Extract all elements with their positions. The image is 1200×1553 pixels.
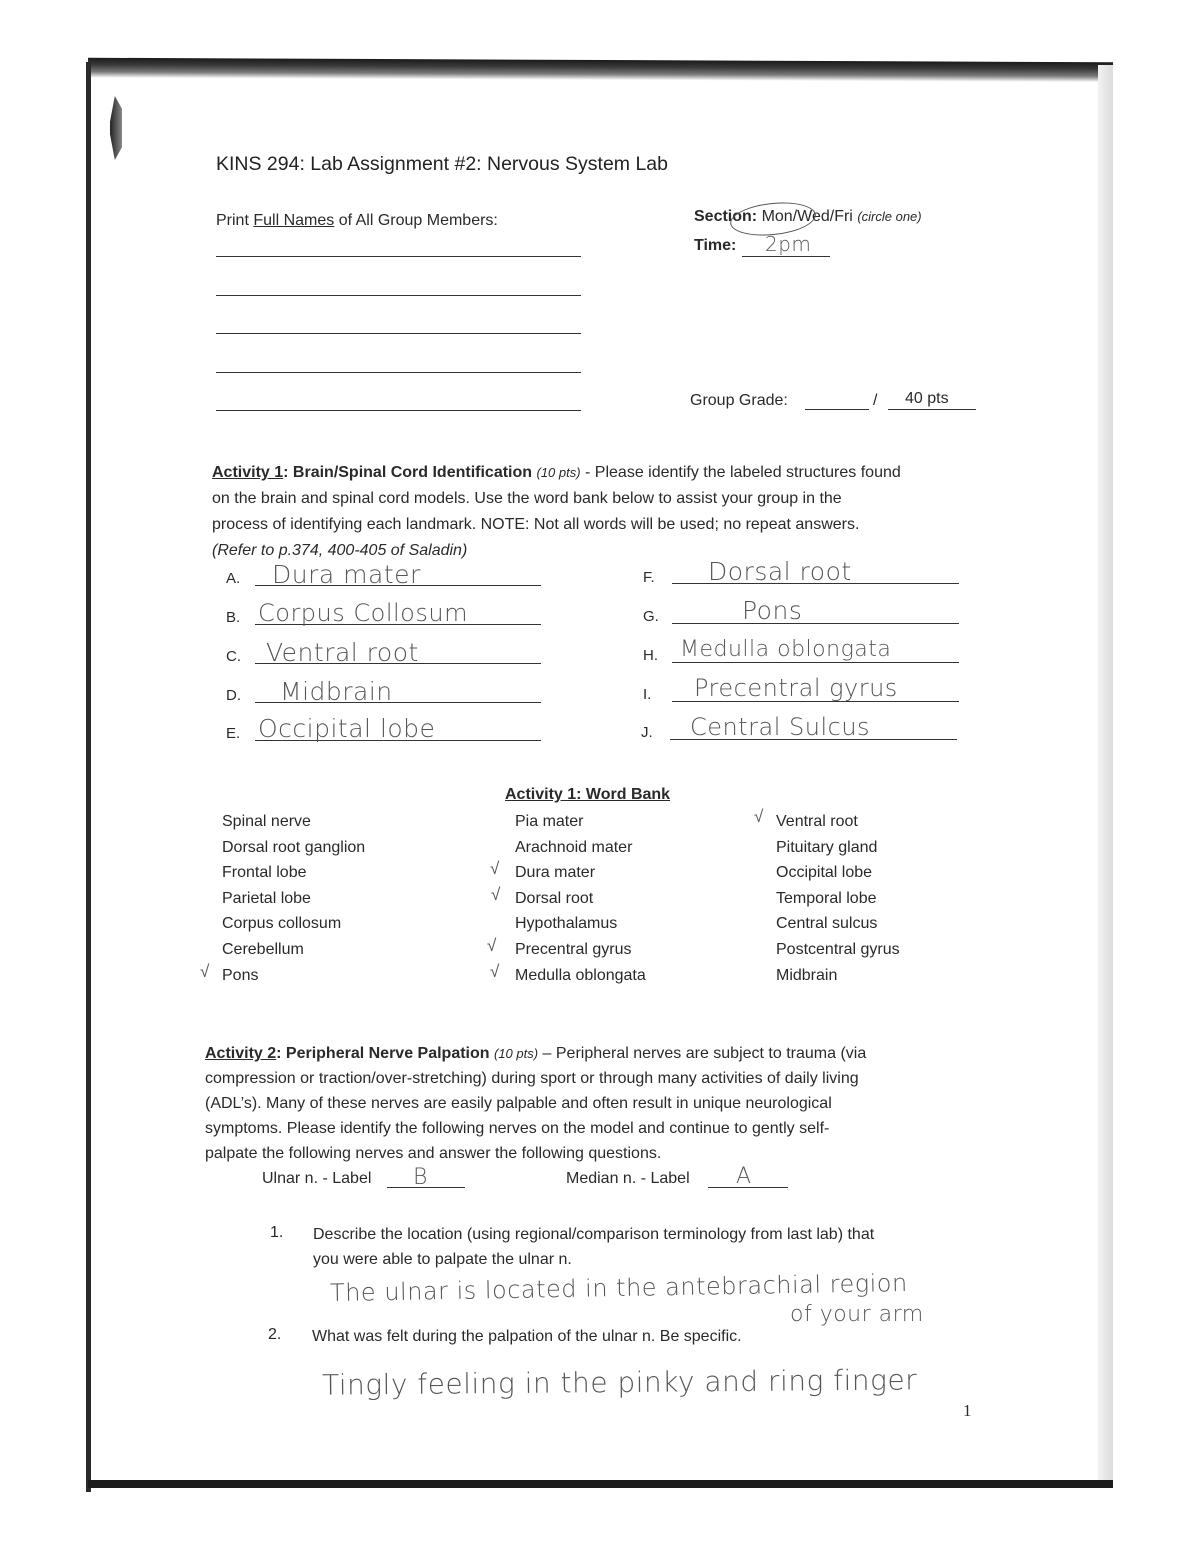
word-bank-item: Medulla oblongata [515,966,646,984]
word-bank-item: Frontal lobe [222,864,307,882]
answer-j-letter: J. [641,724,653,741]
word-bank-item: Cerebellum [222,940,304,958]
grade-slash: / [873,392,878,409]
name-line-1[interactable] [216,256,581,257]
word-bank-title: Activity 1: Word Bank [505,786,671,803]
answer-j[interactable]: Central Sulcus [690,713,871,741]
activity2-intro-line3: (ADL’s). Many of these nerves are easily palpable and often result in unique neurological [205,1095,832,1112]
median-value[interactable]: A [736,1164,752,1189]
activity1-reference: (Refer to p.374, 400-405 of Saladin) [212,542,468,559]
check-mark-icon: √ [487,936,497,955]
q1-line2: you were able to palpate the ulnar n. [313,1251,572,1268]
median-label: Median n. - Label [566,1170,690,1187]
answer-a[interactable]: Dura mater [272,560,421,589]
grade-total-line [888,409,976,410]
word-bank-item: Corpus collosum [222,915,342,933]
activity2-intro-line5: palpate the following nerves and answer the following questions. [205,1145,662,1162]
page-title: KINS 294: Lab Assignment #2: Nervous System Lab [216,153,668,175]
section-options: Mon/Wed/Fri [761,208,853,225]
answer-g-letter: G. [643,608,659,625]
grade-label: Group Grade: [690,392,788,409]
activity2-intro-line2: compression or traction/over-stretching) during sport or through many activities of daily living [205,1070,859,1087]
time-value[interactable]: 2pm [765,232,812,256]
activity1-points: (10 pts) [536,465,581,480]
activity2-heading-rest: : Peripheral Nerve Palpation [276,1045,490,1062]
q1-answer-line1[interactable]: The ulnar is located in the antebrachial region [329,1268,908,1308]
time-label: Time: [694,237,737,254]
answer-i[interactable]: Precentral gyrus [694,674,898,702]
answer-b-letter: B. [226,609,241,626]
answer-f[interactable]: Dorsal root [708,557,852,586]
word-bank-column-1 [222,809,365,988]
answer-i-letter: I. [643,686,652,703]
answer-a-letter: A. [226,570,241,587]
check-mark-icon: √ [200,962,210,981]
scan-bottom-edge [88,1480,1113,1488]
word-bank-item: Parietal lobe [222,889,311,907]
names-prompt [216,212,498,230]
activity1-heading [212,460,901,485]
names-prompt-suffix: of All Group Members: [334,212,498,229]
name-line-2[interactable] [216,295,581,296]
section-note: (circle one) [857,209,922,224]
answer-g[interactable]: Pons [742,596,803,625]
word-bank-item: Dorsal root ganglion [222,838,366,856]
answer-h-line [672,662,959,663]
q1-number: 1. [270,1224,284,1241]
word-bank-item: Arachnoid mater [515,838,633,856]
activity2-heading-underlined: Activity 2 [205,1045,277,1062]
activity1-heading-underlined: Activity 1 [212,464,284,481]
activity1-heading-rest: : Brain/Spinal Cord Identification [283,464,533,481]
check-mark-icon: √ [490,962,500,981]
answer-f-letter: F. [643,569,655,586]
ulnar-label: Ulnar n. - Label [262,1170,372,1187]
word-bank-item: Pituitary gland [776,838,878,856]
word-bank-item: Spinal nerve [222,813,311,830]
time-line [742,256,830,257]
q2-number: 2. [268,1326,282,1343]
names-prompt-underlined: Full Names [253,212,335,229]
word-bank-item: Central sulcus [776,915,878,933]
activity1-instructions-line2: on the brain and spinal cord models. Use the word bank below to assist your group in the [212,490,842,507]
activity2-heading [205,1041,866,1066]
answer-c[interactable]: Ventral root [266,638,419,667]
answer-d[interactable]: Midbrain [280,677,393,706]
page-number: 1 [963,1401,972,1420]
names-prompt-prefix: Print [216,212,254,229]
word-bank-item: Temporal lobe [776,889,877,907]
check-mark-icon: √ [754,807,764,826]
answer-b[interactable]: Corpus Collosum [258,599,468,627]
answer-g-line [672,623,959,624]
word-bank-item: Postcentral gyrus [776,940,900,958]
scan-right-edge [1098,65,1113,1485]
answer-e-letter: E. [226,725,241,742]
name-line-4[interactable] [216,372,581,373]
word-bank-item: Occipital lobe [776,864,873,882]
q1-line1: Describe the location (using regional/comparison terminology from last lab) that [313,1226,875,1243]
activity2-points: (10 pts) [494,1046,539,1061]
activity2-intro-line4: symptoms. Please identify the following nerves on the model and continue to gently self- [205,1120,830,1137]
answer-c-letter: C. [226,648,241,665]
word-bank-column-3 [776,809,900,988]
name-line-3[interactable] [216,333,581,334]
word-bank-column-2 [515,809,646,988]
answer-e[interactable]: Occipital lobe [258,714,436,743]
word-bank-item: Pia mater [515,813,584,830]
answer-h[interactable]: Medulla oblongata [680,637,892,662]
q2-answer[interactable]: Tingly feeling in the pinky and ring finger [321,1363,918,1402]
q2-text: What was felt during the palpation of the ulnar n. Be specific. [312,1328,742,1345]
ulnar-value[interactable]: B [413,1165,428,1190]
check-mark-icon: √ [491,885,501,904]
word-bank-item: Dura mater [515,864,596,882]
grade-score-line[interactable] [805,409,869,410]
word-bank-item: Dorsal root [515,889,594,907]
q1-answer-line2[interactable]: of your arm [790,1302,924,1327]
scan-notch [110,96,122,160]
word-bank-item: Midbrain [776,966,838,984]
scan-top-edge [88,58,1113,82]
answer-d-letter: D. [226,687,241,704]
word-bank-item: Pons [222,966,259,984]
activity1-instructions-line3: process of identifying each landmark. NOTE: Not all words will be used; no repeat answers. [212,516,860,533]
word-bank-item: Ventral root [776,813,858,830]
word-bank-item: Precentral gyrus [515,940,632,958]
activity1-instructions-line1: - Please identify the labeled structures found [580,464,901,481]
scan-left-edge [86,62,91,1492]
grade-total: 40 pts [905,390,949,407]
name-line-5[interactable] [216,410,581,411]
section-label: Section: [694,208,758,225]
answer-h-letter: H. [643,647,658,664]
word-bank-item: Hypothalamus [515,915,618,933]
check-mark-icon: √ [490,859,500,878]
activity2-intro-line1: – Peripheral nerves are subject to trauma (via [538,1045,867,1062]
